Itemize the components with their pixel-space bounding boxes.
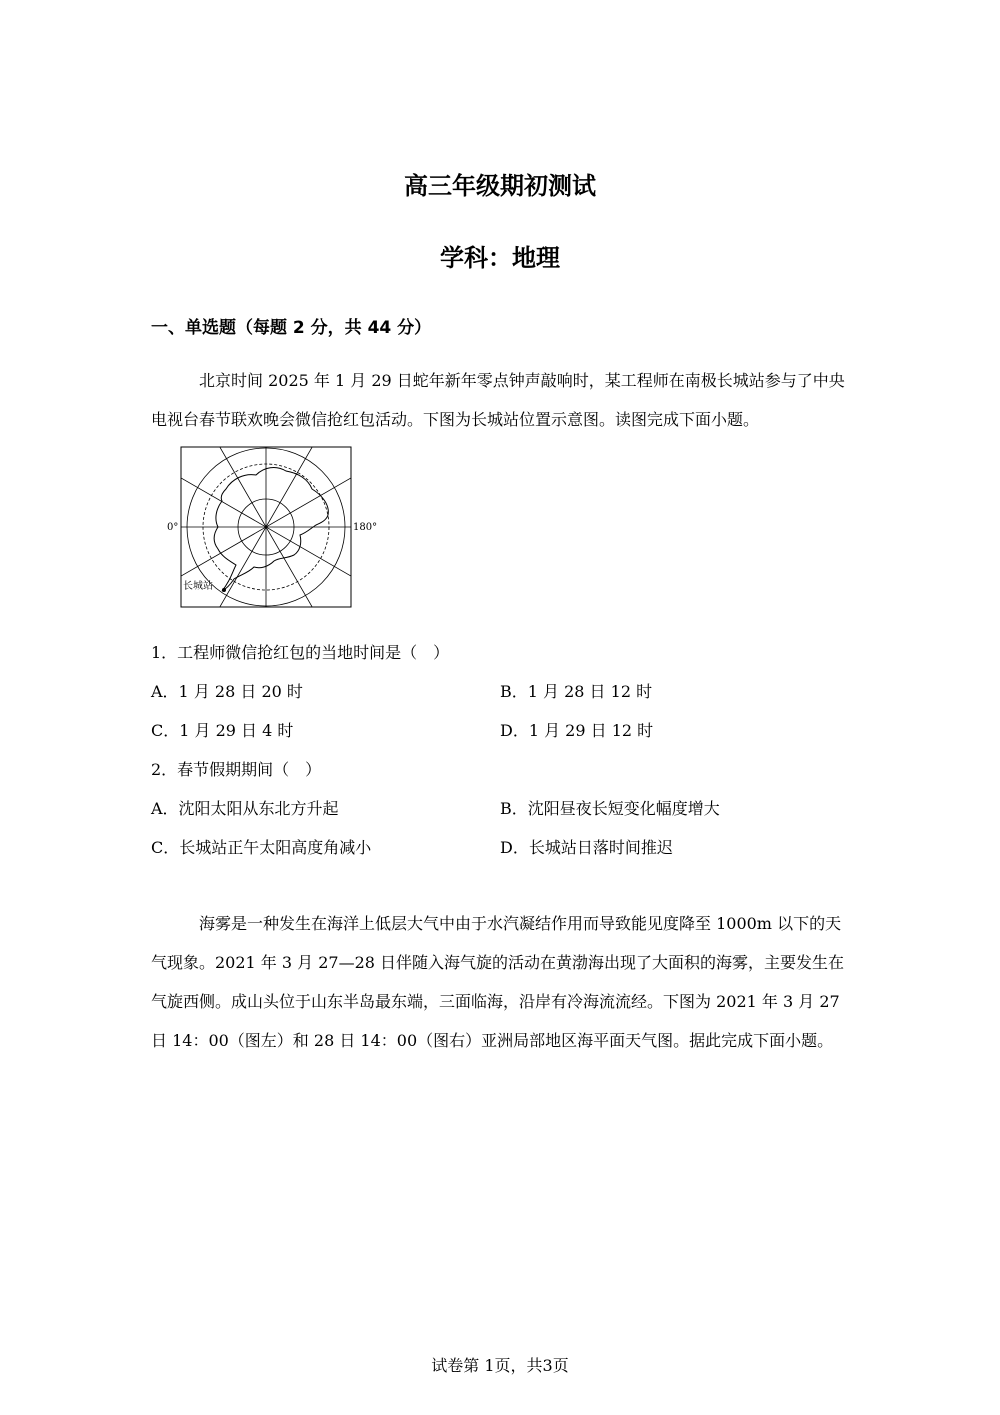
longitude-0-label: 0° [167,522,179,533]
question-2-option-d: D．长城站日落时间推迟 [500,838,673,857]
question-2-option-b: B．沈阳昼夜长短变化幅度增大 [500,799,720,818]
question-1-stem: 1．工程师微信抢红包的当地时间是（ ） [151,643,450,662]
subject-title: 学科：地理 [440,244,560,272]
question-2-option-a: A．沈阳太阳从东北方升起 [151,799,339,818]
changcheng-station-marker [222,588,226,592]
passage-2: 海雾是一种发生在海洋上低层大气中由于水汽凝结作用而导致能见度降至 1000m 以下的天气现象。2021 年 3 月 27—28 日伴随入海气旋的活动在黄渤海出现了大面积的海雾，主要发生在气旋西侧。成山头位于山东半岛最东端，三面临海，沿岸有冷海流流经。下图为 2021 年 3 月 27 日 14：00（图左）和 28 日 14：00（图右）亚洲局部地区海平面天气图。据此完成下面小题。 [151,914,845,1050]
question-2-option-c: C．长城站正午太阳高度角减小 [151,838,372,857]
longitude-180-label: 180° [353,522,378,533]
exam-title: 高三年级期初测试 [404,172,596,200]
station-label: 长城站 [183,581,213,592]
passage-1: 北京时间 2025 年 1 月 29 日蛇年新年零点钟声敲响时，某工程师在南极长城站参与了中央电视台春节联欢晚会微信抢红包活动。下图为长城站位置示意图。读图完成下面小题。 [151,371,845,429]
section-heading: 一、单选题（每题 2 分，共 44 分） [151,318,432,338]
question-1-option-c: C．1 月 29 日 4 时 [151,721,294,740]
question-1-option-d: D．1 月 29 日 12 时 [500,721,654,740]
page-footer: 试卷第 1页，共3页 [431,1356,569,1375]
question-1-option-a: A．1 月 28 日 20 时 [151,682,303,701]
antarctica-map-figure [160,445,378,610]
question-1-option-b: B．1 月 28 日 12 时 [500,682,653,701]
question-2-stem: 2．春节假期期间（ ） [151,760,322,779]
